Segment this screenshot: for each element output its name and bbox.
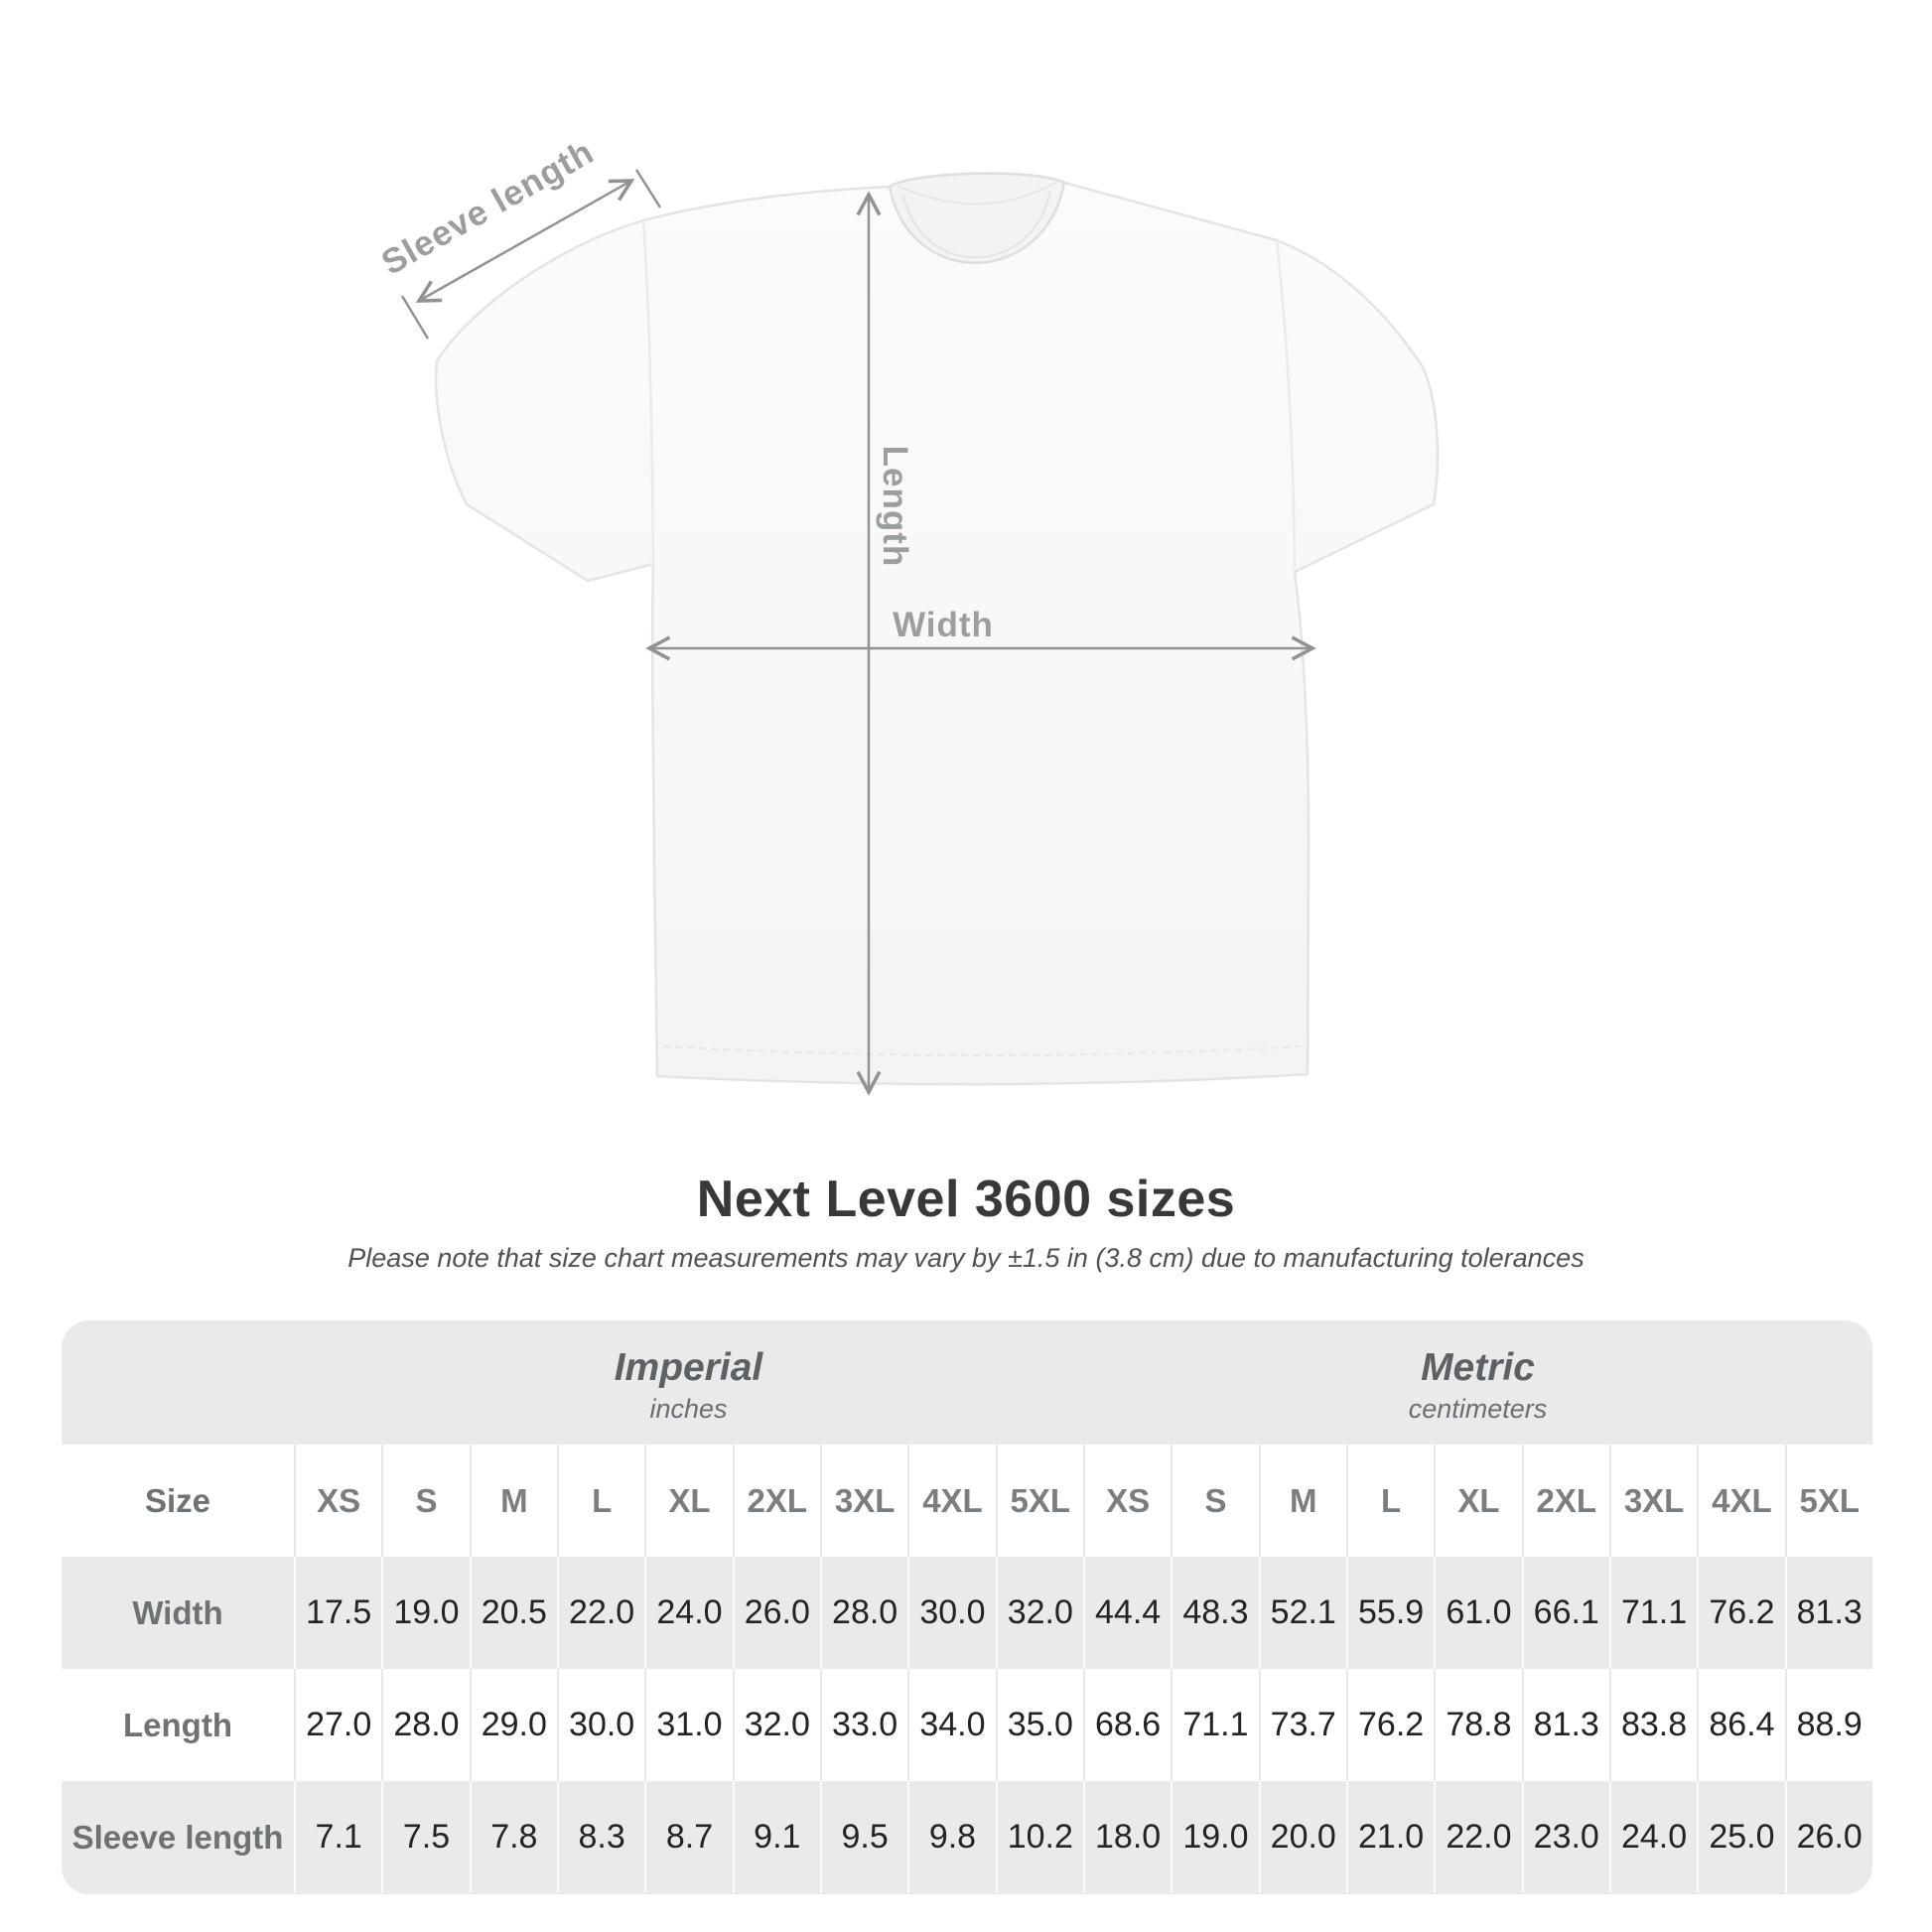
unit-groups-band [62,1320,1872,1445]
size-header-cell: 3XL [820,1445,907,1557]
value-cell: 86.4 [1697,1669,1784,1781]
value-cell: 27.0 [294,1669,381,1781]
row-label: Length [123,1706,232,1743]
value-cell: 30.0 [907,1557,995,1669]
value-cell: 9.8 [907,1781,995,1893]
value-cell: 26.0 [733,1557,820,1669]
value-cell: 32.0 [733,1669,820,1781]
value-cell: 10.2 [996,1781,1083,1893]
value-cell: 9.5 [820,1781,907,1893]
size-header-cell: L [557,1445,644,1557]
value-cell: 61.0 [1434,1557,1521,1669]
value-cell: 8.3 [557,1781,644,1893]
value-cell: 22.0 [1434,1781,1521,1893]
size-header-cell: XS [1083,1445,1171,1557]
size-table-rows [62,1445,1872,1893]
value-cell: 33.0 [820,1669,907,1781]
value-cell: 7.8 [470,1781,557,1893]
measurement-row [62,1669,1872,1781]
metric-unit: centimeters [1408,1394,1548,1425]
value-cell: 7.1 [294,1781,381,1893]
size-header-cell: 4XL [907,1445,995,1557]
size-header-row [62,1445,1872,1557]
size-header-cell: S [381,1445,469,1557]
value-cell: 24.0 [644,1557,732,1669]
unit-group-metric [1083,1320,1872,1445]
value-cell: 20.5 [470,1557,557,1669]
size-header-cell: M [1259,1445,1346,1557]
sleeve-arrow-tick-right [636,170,660,207]
size-table [62,1320,1872,1894]
value-cell: 20.0 [1259,1781,1346,1893]
value-cell: 73.7 [1259,1669,1346,1781]
value-cell: 18.0 [1083,1781,1171,1893]
size-header-cell: 3XL [1609,1445,1697,1557]
value-cell: 31.0 [644,1669,732,1781]
value-cell: 83.8 [1609,1669,1697,1781]
value-cell: 34.0 [907,1669,995,1781]
value-cell: 8.7 [644,1781,732,1893]
value-cell: 29.0 [470,1669,557,1781]
size-header-cell: S [1171,1445,1258,1557]
value-cell: 17.5 [294,1557,381,1669]
unit-group-imperial [294,1320,1083,1445]
length-label: Length [876,445,914,568]
row-label: Width [132,1593,223,1631]
value-cell: 71.1 [1171,1669,1258,1781]
size-header-cell: 4XL [1697,1445,1784,1557]
imperial-unit: inches [649,1394,728,1425]
metric-heading: Metric [1421,1345,1535,1389]
size-header-cell: M [470,1445,557,1557]
imperial-heading: Imperial [614,1345,763,1389]
value-cell: 76.2 [1697,1557,1784,1669]
value-cell: 28.0 [820,1557,907,1669]
value-cell: 71.1 [1609,1557,1697,1669]
value-cell: 88.9 [1785,1669,1872,1781]
value-cell: 52.1 [1259,1557,1346,1669]
value-cell: 32.0 [996,1557,1083,1669]
value-cell: 19.0 [381,1557,469,1669]
value-cell: 48.3 [1171,1557,1258,1669]
size-header-cell: XL [644,1445,732,1557]
unit-band-spacer [62,1320,294,1445]
size-header-cell: XL [1434,1445,1521,1557]
value-cell: 19.0 [1171,1781,1258,1893]
size-column-header: Size [144,1481,211,1519]
size-header-cell: 2XL [1522,1445,1609,1557]
value-cell: 9.1 [733,1781,820,1893]
tolerance-note: Please note that size chart measurements may vary by ±1.5 in (3.8 cm) due to manufacturing tolerances [347,1243,1585,1273]
value-cell: 66.1 [1522,1557,1609,1669]
value-cell: 22.0 [557,1557,644,1669]
value-cell: 30.0 [557,1669,644,1781]
value-cell: 28.0 [381,1669,469,1781]
row-label: Sleeve length [71,1818,284,1856]
value-cell: 68.6 [1083,1669,1171,1781]
value-cell: 7.5 [381,1781,469,1893]
value-cell: 23.0 [1522,1781,1609,1893]
value-cell: 81.3 [1785,1557,1872,1669]
sleeve-length-label: Sleeve length [374,132,601,283]
value-cell: 25.0 [1697,1781,1784,1893]
value-cell: 24.0 [1609,1781,1697,1893]
width-label: Width [893,606,994,644]
value-cell: 26.0 [1785,1781,1872,1893]
size-header-cell: 2XL [733,1445,820,1557]
value-cell: 35.0 [996,1669,1083,1781]
value-cell: 81.3 [1522,1669,1609,1781]
size-header-cell: XS [294,1445,381,1557]
page-title: Next Level 3600 sizes [696,1171,1236,1228]
value-cell: 76.2 [1346,1669,1434,1781]
value-cell: 55.9 [1346,1557,1434,1669]
value-cell: 21.0 [1346,1781,1434,1893]
value-cell: 78.8 [1434,1669,1521,1781]
sleeve-arrow-tick-left [402,296,428,339]
size-header-cell: L [1346,1445,1434,1557]
measurement-row [62,1557,1872,1669]
size-header-cell: 5XL [996,1445,1083,1557]
size-header-cell: 5XL [1785,1445,1872,1557]
measurement-row [62,1781,1872,1893]
value-cell: 44.4 [1083,1557,1171,1669]
